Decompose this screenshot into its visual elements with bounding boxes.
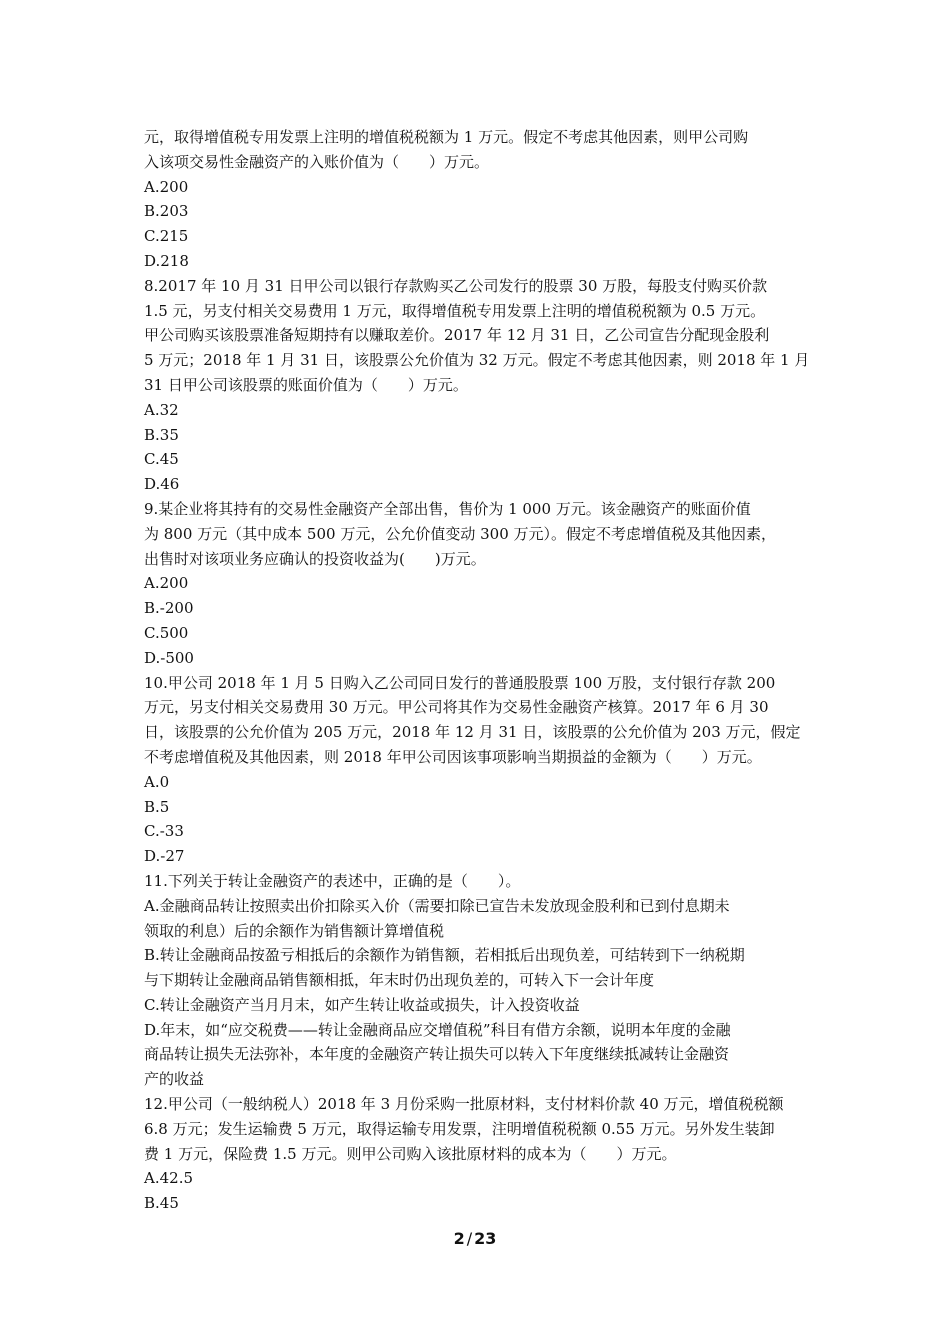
text-line: 元，取得增值税专用发票上注明的增值税税额为 1 万元。假定不考虑其他因素，则甲公司购 — [144, 128, 749, 146]
text-line: B.转让金融商品按盈亏相抵后的余额作为销售额，若相抵后出现负差，可结转到下一纳税期 — [144, 946, 745, 965]
text-line: A.200 — [144, 574, 189, 593]
text-line: 9.某企业将其持有的交易性金融资产全部出售，售价为 1 000 万元。该金融资产的账面价值 — [144, 499, 751, 518]
text-line: B.35 — [144, 425, 179, 444]
text-line: 商品转让损失无法弥补，本年度的金融资产转让损失可以转入下年度继续抵减转让金融资 — [144, 1045, 730, 1064]
text-line: 1.5 元，另支付相关交易费用 1 万元，取得增值税专用发票上注明的增值税税额为 0.5 万元。 — [144, 301, 766, 320]
text-line: 31 日甲公司该股票的账面价值为（ ）万元。 — [144, 375, 468, 394]
text-line: 入该项交易性金融资产的入账价值为（ ）万元。 — [144, 152, 490, 171]
text-line: 8.2017 年 10 月 31 日甲公司以银行存款购买乙公司发行的股票 30 万股，每股支付购买价款 — [144, 276, 768, 295]
text-line: 与下期转让金融商品销售额相抵，年末时仍出现负差的，可转入下一会计年度 — [144, 971, 655, 990]
text-line: 万元，另支付相关交易费用 30 万元。甲公司将其作为交易性金融资产核算。2017 年 6 月 30 — [144, 698, 769, 717]
text-line: B.5 — [144, 797, 170, 816]
text-line: 6.8 万元；发生运输费 5 万元，取得运输专用发票，注明增值税税额 0.55 万元。另外发生装卸 — [144, 1119, 775, 1138]
text-line: B.45 — [144, 1194, 179, 1213]
text-line: C.500 — [144, 623, 189, 642]
text-line: C.215 — [144, 227, 189, 246]
page-number — [0, 1229, 950, 1248]
text-line: B.-200 — [144, 599, 194, 618]
text-line: 5 万元；2018 年 1 月 31 日，该股票公允价值为 32 万元。假定不考虑其他因素，则 2018 年 1 月 — [144, 351, 810, 370]
text-line: A.42.5 — [144, 1169, 193, 1188]
text-line: 领取的利息）后的余额作为销售额计算增值税 — [144, 921, 445, 940]
page-separator: / — [466, 1229, 473, 1248]
text-line: D.218 — [144, 251, 189, 270]
text-line: C.转让金融资产当月月末，如产生转让收益或损失，计入投资收益 — [144, 995, 580, 1014]
text-line: D.年末，如“应交税费——转让金融商品应交增值税”科目有借方余额，说明本年度的金融 — [144, 1020, 731, 1039]
text-line: C.45 — [144, 450, 179, 469]
page-body-text — [144, 125, 812, 1216]
text-line: A.金融商品转让按照卖出价扣除买入价（需要扣除已宣告未发放现金股利和已到付息期未 — [144, 896, 730, 915]
text-line: 12.甲公司（一般纳税人）2018 年 3 月份采购一批原材料，支付材料价款 40 万元，增值税税额 — [144, 1095, 784, 1114]
text-line: B.203 — [144, 202, 189, 221]
text-line: D.46 — [144, 475, 180, 494]
text-line: 费 1 万元，保险费 1.5 万元。则甲公司购入该批原材料的成本为（ ）万元。 — [144, 1144, 677, 1163]
text-line: 不考虑增值税及其他因素，则 2018 年甲公司因该事项影响当期损益的金额为（ ）万元。 — [144, 747, 762, 766]
text-line: 10.甲公司 2018 年 1 月 5 日购入乙公司同日发行的普通股股票 100 万股，支付银行存款 200 — [144, 673, 776, 692]
text-line: 产的收益 — [144, 1070, 205, 1089]
current-page-number: 2 — [453, 1229, 465, 1248]
total-pages-number: 23 — [474, 1229, 497, 1248]
text-line: D.-27 — [144, 847, 185, 866]
text-line: A.0 — [144, 772, 170, 791]
text-line: C.-33 — [144, 822, 184, 841]
text-line: 出售时对该项业务应确认的投资收益为( )万元。 — [144, 549, 486, 568]
text-line: 11.下列关于转让金融资产的表述中，正确的是（ ）。 — [144, 871, 521, 890]
text-line: 日，该股票的公允价值为 205 万元，2018 年 12 月 31 日，该股票的公允价值为 203 万元，假定 — [144, 723, 801, 742]
text-line: A.32 — [144, 400, 179, 419]
text-line: A.200 — [144, 177, 189, 196]
text-line: D.-500 — [144, 648, 194, 667]
text-line: 为 800 万元（其中成本 500 万元，公允价值变动 300 万元）。假定不考虑增值税及其他因素， — [144, 524, 777, 543]
text-line: 甲公司购买该股票准备短期持有以赚取差价。2017 年 12 月 31 日，乙公司宣告分配现金股利 — [144, 326, 770, 345]
